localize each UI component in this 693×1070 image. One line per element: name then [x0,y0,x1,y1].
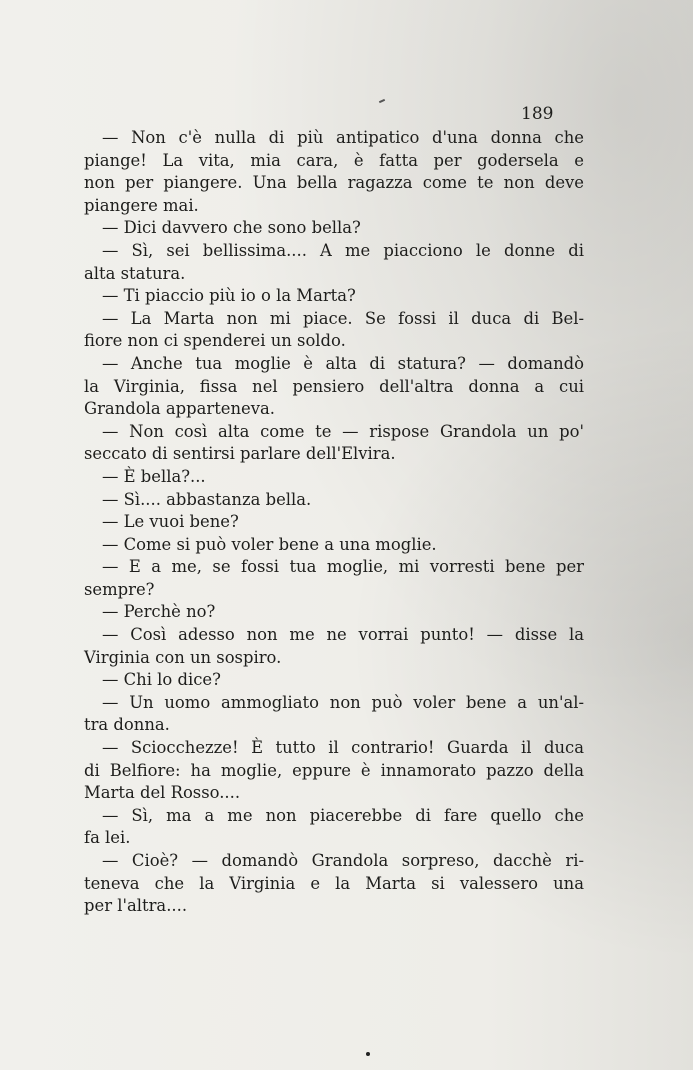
text-line: la Virginia, fissa nel pensiero dell'altra donna a cui [84,376,584,396]
text-line: di Belfiore: ha moglie, eppure è innamorato pazzo della [84,760,584,780]
text-line: Marta del Rosso.... [84,783,241,803]
text-line: seccato di sentirsi parlare dell'Elvira. [84,444,396,464]
text-line: — Un uomo ammogliato non può voler bene a un'al- [102,692,584,712]
text-line: — Sì, ma a me non piacerebbe di fare quello che [102,805,584,825]
text-line: Virginia con un sospiro. [84,647,282,667]
text-line: — Anche tua moglie è alta di statura? — domandò [102,353,584,373]
text-line: — Dici davvero che sono bella? [102,218,361,238]
text-line: tra donna. [84,715,170,735]
text-line: — Sciocchezze! È tutto il contrario! Guarda il duca [102,738,584,758]
text-line: — È bella?... [102,466,206,486]
text-line: — Come si può voler bene a una moglie. [102,534,437,554]
text-line: — Così adesso non me ne vorrai punto! — disse la [102,625,584,645]
text-line: — La Marta non mi piace. Se fossi il duca di Bel- [102,308,584,328]
text-line: piangere mai. [84,195,199,215]
text-line: — Non c'è nulla di più antipatico d'una donna che [102,128,584,147]
text-line: — Ti piaccio più io o la Marta? [102,286,356,306]
text-line: alta statura. [84,263,186,283]
ink-mark [379,99,385,103]
text-line: Grandola apparteneva. [84,399,275,419]
text-line: sempre? [84,579,155,599]
text-line: per l'altra.... [84,896,188,916]
text-line: — Perchè no? [102,602,216,622]
text-line: teneva che la Virginia e la Marta si valessero una [84,873,584,893]
text-line: fiore non ci spenderei un soldo. [84,331,346,351]
text-line: fa lei. [84,828,131,848]
text-line: — E a me, se fossi tua moglie, mi vorresti bene per [102,557,584,577]
page-text [84,127,584,918]
text-line: non per piangere. Una bella ragazza come te non deve [84,173,584,193]
text-line: — Sì, sei bellissima.... A me piacciono le donne di [102,240,584,260]
page-number: 189 [521,104,554,124]
text-line: — Non così alta come te — rispose Grandola un po' [102,421,584,441]
text-line: — Le vuoi bene? [102,512,239,532]
text-line: piange! La vita, mia cara, è fatta per godersela e [84,150,584,170]
text-line: — Sì.... abbastanza bella. [102,489,312,509]
text-line: — Chi lo dice? [102,670,221,690]
ink-dot [366,1052,370,1056]
text-line: — Cioè? — domandò Grandola sorpreso, dacchè ri- [102,851,584,870]
